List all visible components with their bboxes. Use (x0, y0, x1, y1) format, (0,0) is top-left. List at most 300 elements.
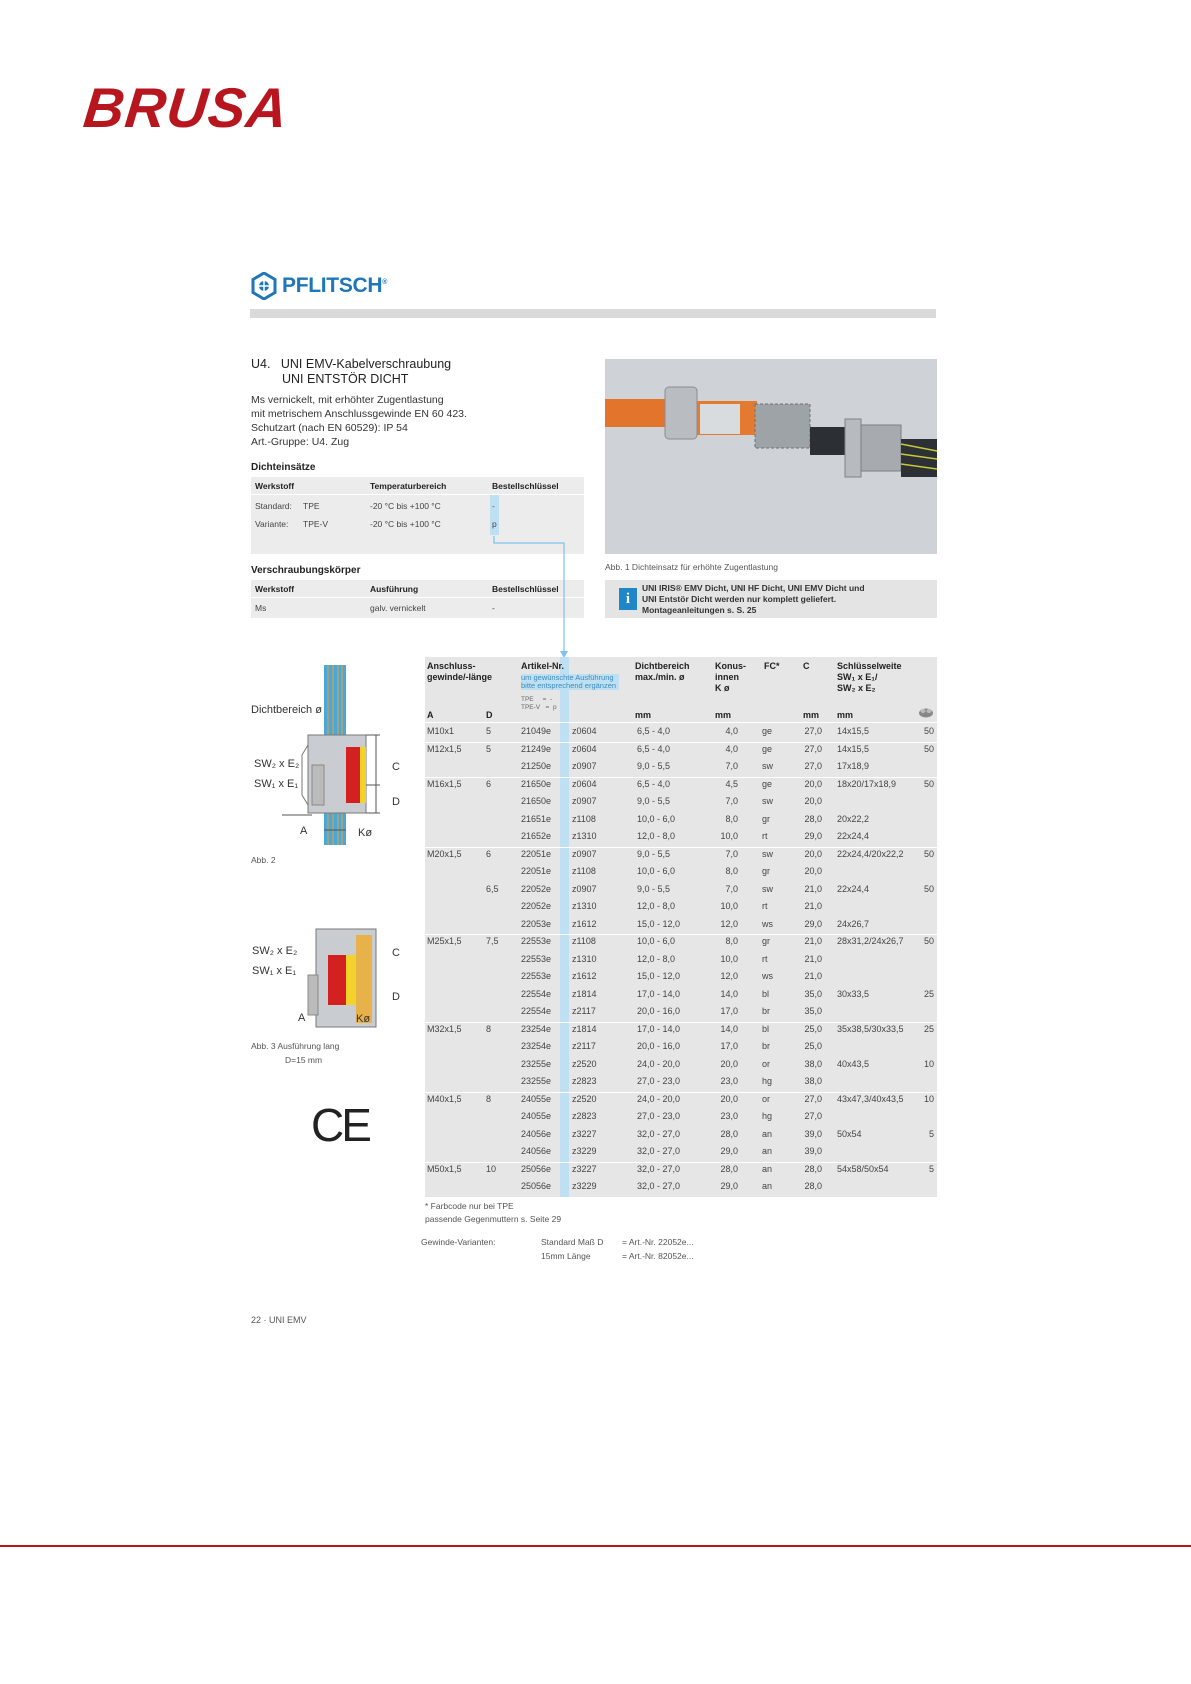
dichteinsaetze-heading: Dichteinsätze (251, 462, 316, 473)
cell-article-suffix: z0907 (572, 883, 597, 894)
cell-article-no: 21249e (521, 743, 552, 754)
row-material: TPE-V (303, 519, 329, 529)
cell-length: 6,5 (486, 883, 499, 894)
cell-article-suffix: z1108 (572, 866, 596, 876)
cell-pack-qty: 25 (923, 1023, 934, 1034)
header-divider-line (425, 722, 937, 723)
cell-thread: M20x1,5 (427, 848, 462, 859)
cell-length: 8 (486, 1023, 492, 1034)
info-text (642, 583, 865, 616)
cell-article-suffix: z3229 (572, 1181, 597, 1191)
cell-article-suffix: z0907 (572, 761, 597, 771)
header-c: C (803, 661, 810, 671)
cell-sealing-range: 9,0 - 5,5 (637, 848, 671, 859)
description-line: Schutzart (nach EN 60529): IP 54 (251, 422, 408, 434)
row-finish: galv. vernickelt (370, 603, 426, 613)
cell-fc: hg (762, 1076, 773, 1086)
header-schluesselweite: Schlüsselweite SW₁ x E₁/ SW₂ x E₂ (837, 661, 902, 693)
header-anschluss: Anschluss- gewinde/-länge (427, 661, 493, 682)
cell-fc: sw (762, 848, 773, 859)
cell-thread: M12x1,5 (427, 743, 462, 754)
cell-article-no: 22051e (521, 848, 552, 859)
cell-article-suffix: z1612 (572, 918, 597, 929)
cell-sealing-range: 24,0 - 20,0 (637, 1093, 681, 1104)
unit-d: D (486, 710, 493, 720)
a-label: A (298, 1012, 306, 1024)
cell-fc: sw (762, 761, 773, 771)
pflitsch-wordmark: PFLITSCH (282, 274, 383, 297)
cell-c: 20,0 (804, 796, 822, 806)
description-line: mit metrischem Anschlussgewinde EN 60 423. (251, 408, 467, 420)
cell-wrench-size: 22x24,4/20x22,2 (837, 848, 904, 859)
cell-pack-qty: 50 (923, 883, 934, 894)
brusa-logo: BRUSA (80, 76, 292, 139)
cell-c: 21,0 (804, 901, 822, 911)
cell-thread: M10x1 (427, 726, 455, 736)
cell-sealing-range: 15,0 - 12,0 (637, 971, 681, 981)
a-label: A (300, 825, 308, 837)
cell-pack-qty: 10 (923, 1058, 934, 1069)
cell-c: 35,0 (804, 988, 822, 999)
cell-wrench-size: 20x22,2 (837, 813, 870, 824)
info-line: UNI Entstör Dicht werden nur komplett geliefert. (642, 594, 837, 604)
figure-3-caption: Abb. 3 Ausführung lang (251, 1041, 340, 1051)
cell-article-no: 21651e (521, 813, 552, 824)
cell-article-no: 22053e (521, 918, 552, 929)
cell-article-suffix: z0604 (572, 778, 597, 789)
cell-article-suffix: z3227 (572, 1163, 597, 1174)
cell-wrench-size: 40x43,5 (837, 1058, 870, 1069)
cell-cone: 8,0 (725, 813, 738, 824)
cell-cone: 14,0 (720, 988, 738, 999)
cell-cone: 10,0 (720, 901, 738, 911)
koerper-heading: Verschraubungskörper (251, 565, 361, 576)
k-label: Kø (358, 827, 373, 839)
tpe-legend: TPE = - TPE-V = p (521, 696, 557, 711)
cell-thread: M25x1,5 (427, 936, 462, 946)
header-divider (250, 309, 936, 318)
cell-c: 39,0 (804, 1128, 822, 1139)
cell-cone: 10,0 (720, 953, 738, 964)
cell-c: 25,0 (804, 1041, 822, 1051)
cell-cone: 4,0 (725, 726, 738, 736)
cell-cone: 8,0 (725, 866, 738, 876)
registered-mark: ® (382, 279, 388, 286)
cell-article-suffix: z3227 (572, 1128, 597, 1139)
cell-sealing-range: 6,5 - 4,0 (637, 778, 671, 789)
cell-pack-qty: 5 (928, 1163, 934, 1174)
header-konus: Konus- innen K ø (715, 661, 746, 693)
cell-fc: gr (762, 936, 771, 946)
cell-cone: 29,0 (720, 1146, 738, 1156)
cell-fc: sw (762, 883, 773, 894)
cell-length: 7,5 (486, 936, 499, 946)
cell-article-no: 21650e (521, 778, 552, 789)
cell-pack-qty: 10 (923, 1093, 934, 1104)
row-separator (425, 1022, 937, 1023)
cell-c: 35,0 (804, 1006, 822, 1016)
cell-cone: 7,0 (725, 761, 738, 771)
cell-c: 27,0 (804, 743, 822, 754)
cell-sealing-range: 24,0 - 20,0 (637, 1058, 681, 1069)
column-header: Temperaturbereich (370, 481, 447, 491)
cell-article-no: 24055e (521, 1093, 552, 1104)
cell-cone: 4,5 (725, 778, 738, 789)
cell-article-suffix: z1108 (572, 813, 596, 824)
cell-article-no: 22554e (521, 988, 552, 999)
figure-3-caption-2: D=15 mm (285, 1055, 323, 1065)
cell-article-suffix: z2823 (572, 1076, 597, 1086)
artikel-note: um gewünschte Ausführung bitte entsprechend ergänzen (521, 674, 619, 690)
page-footer: 22 · UNI EMV (251, 1315, 307, 1325)
cell-pack-qty: 25 (923, 988, 934, 999)
cell-article-no: 23254e (521, 1041, 552, 1051)
cell-cone: 17,0 (720, 1041, 738, 1051)
product-title (251, 357, 451, 371)
cell-c: 27,0 (804, 726, 822, 736)
cell-c: 27,0 (804, 1111, 822, 1121)
figure-2-drawing (262, 665, 412, 845)
cell-fc: gr (762, 813, 771, 824)
cell-cone: 23,0 (720, 1076, 738, 1086)
cell-fc: br (762, 1006, 771, 1016)
cell-pack-qty: 50 (923, 778, 934, 789)
pflitsch-emblem-icon (250, 272, 278, 300)
cell-wrench-size: 30x33,5 (837, 988, 870, 999)
unit-konus: mm (715, 710, 732, 720)
cell-sealing-range: 9,0 - 5,5 (637, 796, 671, 806)
row-separator (425, 742, 937, 743)
cell-article-suffix: z0604 (572, 726, 597, 736)
lang-ref: = Art.-Nr. 82052e... (622, 1251, 694, 1261)
row-separator (425, 847, 937, 848)
figure-3-drawing (300, 925, 390, 1035)
row-order-key: - (492, 603, 495, 613)
cell-c: 25,0 (804, 1023, 822, 1034)
gegenmuttern-note: passende Gegenmuttern s. Seite 29 (425, 1214, 562, 1224)
cell-fc: an (762, 1181, 773, 1191)
cell-article-suffix: z0907 (572, 796, 597, 806)
header-dichtbereich: Dichtbereich max./min. ø (635, 661, 690, 682)
cell-article-no: 22052e (521, 901, 552, 911)
cell-sealing-range: 12,0 - 8,0 (637, 831, 676, 841)
info-icon: i (619, 588, 637, 610)
cell-fc: br (762, 1041, 771, 1051)
cell-fc: an (762, 1128, 773, 1139)
cell-c: 27,0 (804, 1093, 822, 1104)
product-description (251, 393, 467, 449)
cell-sealing-range: 12,0 - 8,0 (637, 953, 676, 964)
c-label: C (392, 761, 400, 773)
cell-wrench-size: 14x15,5 (837, 743, 870, 754)
cell-cone: 23,0 (720, 1111, 738, 1121)
cell-pack-qty: 50 (923, 743, 934, 754)
cell-article-suffix: z3229 (572, 1146, 597, 1156)
cell-article-no: 22553e (521, 971, 552, 981)
pflitsch-logo (250, 272, 387, 300)
cell-wrench-size: 43x47,3/40x43,5 (837, 1093, 904, 1104)
cell-sealing-range: 9,0 - 5,5 (637, 883, 671, 894)
cell-length: 5 (486, 743, 492, 754)
product-name: UNI EMV-Kabelverschraubung (280, 357, 452, 371)
cell-wrench-size: 14x15,5 (837, 726, 870, 736)
cell-cone: 7,0 (725, 796, 738, 806)
cell-wrench-size: 54x58/50x54 (837, 1163, 889, 1174)
cell-length: 5 (486, 726, 492, 736)
cell-sealing-range: 32,0 - 27,0 (637, 1146, 681, 1156)
product-subtitle: UNI ENTSTÖR DICHT (282, 372, 409, 386)
cell-thread: M32x1,5 (427, 1023, 462, 1034)
row-order-key: - (492, 501, 495, 511)
row-label: Standard: (255, 501, 292, 511)
sw1-label: SW₁ x E₁ (252, 965, 297, 977)
cell-fc: hg (762, 1111, 773, 1121)
cell-article-no: 25056e (521, 1163, 552, 1174)
cell-fc: bl (762, 988, 770, 999)
unit-sw: mm (837, 710, 854, 720)
c-label: C (392, 947, 400, 959)
cell-c: 28,0 (804, 1181, 822, 1191)
column-header: Werkstoff (255, 584, 295, 594)
cell-c: 21,0 (804, 936, 822, 946)
unit-c: mm (803, 710, 820, 720)
info-line: UNI IRIS® EMV Dicht, UNI HF Dicht, UNI EMV Dicht und (642, 583, 865, 593)
cell-c: 39,0 (804, 1146, 822, 1156)
cell-cone: 12,0 (720, 971, 738, 981)
cell-cone: 20,0 (720, 1093, 738, 1104)
cell-cone: 12,0 (720, 918, 738, 929)
cell-article-suffix: z1310 (572, 901, 597, 911)
cell-article-no: 23255e (521, 1058, 552, 1069)
unit-a: A (427, 710, 434, 720)
cell-article-no: 25056e (521, 1181, 552, 1191)
cell-pack-qty: 50 (923, 848, 934, 859)
cell-wrench-size: 17x18,9 (837, 761, 870, 771)
cell-c: 38,0 (804, 1058, 822, 1069)
gewinde-varianten-label: Gewinde-Varianten: (421, 1237, 496, 1247)
cell-fc: ge (762, 778, 773, 789)
d-label: D (392, 991, 400, 1003)
cell-wrench-size: 24x26,7 (837, 918, 870, 929)
farbcode-note: * Farbcode nur bei TPE (425, 1201, 514, 1211)
cell-c: 38,0 (804, 1076, 822, 1086)
dichtbereich-label: Dichtbereich ø (251, 704, 322, 716)
info-line: Montageanleitungen s. S. 25 (642, 605, 757, 615)
cell-fc: an (762, 1163, 773, 1174)
cell-article-no: 21652e (521, 831, 552, 841)
cell-cone: 20,0 (720, 1058, 738, 1069)
column-header: Ausführung (370, 584, 419, 594)
cell-sealing-range: 32,0 - 27,0 (637, 1128, 681, 1139)
sw2-label: SW₂ x E₂ (254, 758, 300, 770)
row-order-key: p (492, 519, 497, 529)
cell-length: 6 (486, 848, 492, 859)
cell-article-suffix: z0604 (572, 743, 597, 754)
cell-sealing-range: 10,0 - 6,0 (637, 866, 676, 876)
row-separator (425, 777, 937, 778)
packaging-unit-icon (918, 707, 934, 718)
cell-wrench-size: 50x54 (837, 1128, 862, 1139)
cell-sealing-range: 15,0 - 12,0 (637, 918, 681, 929)
cell-sealing-range: 10,0 - 6,0 (637, 813, 676, 824)
cell-cone: 8,0 (725, 936, 738, 946)
cell-thread: M50x1,5 (427, 1163, 462, 1174)
cell-pack-qty: 50 (923, 936, 934, 946)
cell-cone: 28,0 (720, 1163, 738, 1174)
cell-fc: rt (762, 953, 768, 964)
row-material: Ms (255, 603, 267, 613)
cell-fc: sw (762, 796, 773, 806)
order-key-connector (490, 535, 570, 660)
cell-fc: ws (762, 918, 773, 929)
cell-article-no: 22052e (521, 883, 552, 894)
cell-cone: 4,0 (725, 743, 738, 754)
cell-article-suffix: z1612 (572, 971, 597, 981)
header-fc: FC* (764, 661, 780, 671)
row-temperature: -20 °C bis +100 °C (370, 519, 441, 529)
cell-cone: 29,0 (720, 1181, 738, 1191)
figure-2-caption: Abb. 2 (251, 855, 276, 865)
row-separator (425, 1162, 937, 1163)
cell-article-no: 21049e (521, 726, 552, 736)
unit-dichtbereich: mm (635, 710, 652, 720)
cell-thread: M16x1,5 (427, 778, 462, 789)
cell-sealing-range: 12,0 - 8,0 (637, 901, 676, 911)
cell-article-no: 23255e (521, 1076, 552, 1086)
cell-fc: rt (762, 831, 768, 841)
cell-c: 28,0 (804, 1163, 822, 1174)
k-label: Kø (356, 1013, 371, 1025)
cell-fc: or (762, 1058, 771, 1069)
cell-sealing-range: 6,5 - 4,0 (637, 726, 671, 736)
cell-article-suffix: z1310 (572, 831, 597, 841)
ce-mark: CE (311, 1099, 369, 1151)
cell-fc: ws (762, 971, 773, 981)
cell-sealing-range: 27,0 - 23,0 (637, 1076, 681, 1086)
cell-cone: 14,0 (720, 1023, 738, 1034)
d-label: D (392, 796, 400, 808)
row-label: Variante: (255, 519, 289, 529)
cell-sealing-range: 27,0 - 23,0 (637, 1111, 681, 1121)
cell-c: 20,0 (804, 866, 822, 876)
cell-article-no: 24056e (521, 1128, 552, 1139)
cell-article-no: 24056e (521, 1146, 552, 1156)
cell-fc: rt (762, 901, 768, 911)
column-header: Bestellschlüssel (492, 584, 559, 594)
sw2-label: SW₂ x E₂ (252, 945, 298, 957)
cell-article-suffix: z1108 (572, 936, 596, 946)
cell-cone: 17,0 (720, 1006, 738, 1016)
cell-article-no: 21250e (521, 761, 552, 771)
cell-sealing-range: 10,0 - 6,0 (637, 936, 676, 946)
standard-ref: = Art.-Nr. 22052e... (622, 1237, 694, 1247)
cell-c: 21,0 (804, 971, 822, 981)
standard-label: Standard Maß D (541, 1237, 604, 1247)
row-temperature: -20 °C bis +100 °C (370, 501, 441, 511)
cell-sealing-range: 32,0 - 27,0 (637, 1163, 681, 1174)
cell-article-suffix: z2520 (572, 1058, 597, 1069)
description-line: Art.-Gruppe: U4. Zug (251, 436, 350, 448)
cell-fc: gr (762, 866, 771, 876)
cell-article-suffix: z0907 (572, 848, 597, 859)
cell-wrench-size: 28x31,2/24x26,7 (837, 936, 904, 946)
cell-pack-qty: 50 (923, 726, 934, 736)
cell-sealing-range: 17,0 - 14,0 (637, 988, 681, 999)
cell-c: 20,0 (804, 848, 822, 859)
cell-sealing-range: 6,5 - 4,0 (637, 743, 671, 754)
column-header: Werkstoff (255, 481, 295, 491)
cell-article-suffix: z1814 (572, 988, 597, 999)
cell-wrench-size: 18x20/17x18,9 (837, 778, 897, 789)
product-photo (605, 359, 937, 554)
cell-length: 8 (486, 1093, 492, 1104)
cell-cone: 28,0 (720, 1128, 738, 1139)
cell-article-suffix: z2117 (572, 1006, 596, 1016)
cell-sealing-range: 9,0 - 5,5 (637, 761, 671, 771)
row-separator (425, 934, 937, 935)
figure-1-caption: Abb. 1 Dichteinsatz für erhöhte Zugentlastung (605, 562, 778, 572)
cell-c: 27,0 (804, 761, 822, 771)
cell-wrench-size: 22x24,4 (837, 883, 870, 894)
cell-article-no: 22553e (521, 936, 552, 946)
cell-length: 6 (486, 778, 492, 789)
cell-c: 21,0 (804, 953, 822, 964)
cell-cone: 7,0 (725, 883, 738, 894)
cell-cone: 7,0 (725, 848, 738, 859)
column-header: Bestellschlüssel (492, 481, 559, 491)
cell-pack-qty: 5 (928, 1128, 934, 1139)
cell-wrench-size: 22x24,4 (837, 831, 870, 841)
row-material: TPE (303, 501, 320, 511)
footer-rule (0, 1545, 1191, 1547)
cell-article-suffix: z1814 (572, 1023, 597, 1034)
cell-sealing-range: 20,0 - 16,0 (637, 1006, 681, 1016)
description-line: Ms vernickelt, mit erhöhter Zugentlastung (251, 394, 444, 406)
cell-fc: ge (762, 743, 773, 754)
cell-article-no: 24055e (521, 1111, 552, 1121)
cell-cone: 10,0 (720, 831, 738, 841)
cell-article-no: 22554e (521, 1006, 552, 1016)
cell-article-suffix: z2823 (572, 1111, 597, 1121)
cell-article-suffix: z2117 (572, 1041, 596, 1051)
cell-fc: ge (762, 726, 773, 736)
cell-c: 20,0 (804, 778, 822, 789)
lang-label: 15mm Länge (541, 1251, 591, 1261)
cell-c: 29,0 (804, 918, 822, 929)
header-artikel: Artikel-Nr. (521, 661, 565, 671)
cell-c: 28,0 (804, 813, 822, 824)
order-key-column (560, 657, 569, 1197)
cell-thread: M40x1,5 (427, 1093, 462, 1104)
cell-article-no: 21650e (521, 796, 552, 806)
cell-article-suffix: z2520 (572, 1093, 597, 1104)
cell-fc: an (762, 1146, 773, 1156)
cell-fc: bl (762, 1023, 770, 1034)
cell-article-no: 23254e (521, 1023, 552, 1034)
cell-article-no: 22553e (521, 953, 552, 964)
row-separator (425, 1092, 937, 1093)
cell-fc: or (762, 1093, 771, 1104)
cell-length: 10 (486, 1163, 497, 1174)
cell-article-no: 22051e (521, 866, 552, 876)
product-code: U4. (251, 357, 271, 371)
sw1-label: SW₁ x E₁ (254, 778, 299, 790)
cell-sealing-range: 20,0 - 16,0 (637, 1041, 681, 1051)
cell-sealing-range: 32,0 - 27,0 (637, 1181, 681, 1191)
cell-article-suffix: z1310 (572, 953, 597, 964)
cell-sealing-range: 17,0 - 14,0 (637, 1023, 681, 1034)
cell-c: 29,0 (804, 831, 822, 841)
